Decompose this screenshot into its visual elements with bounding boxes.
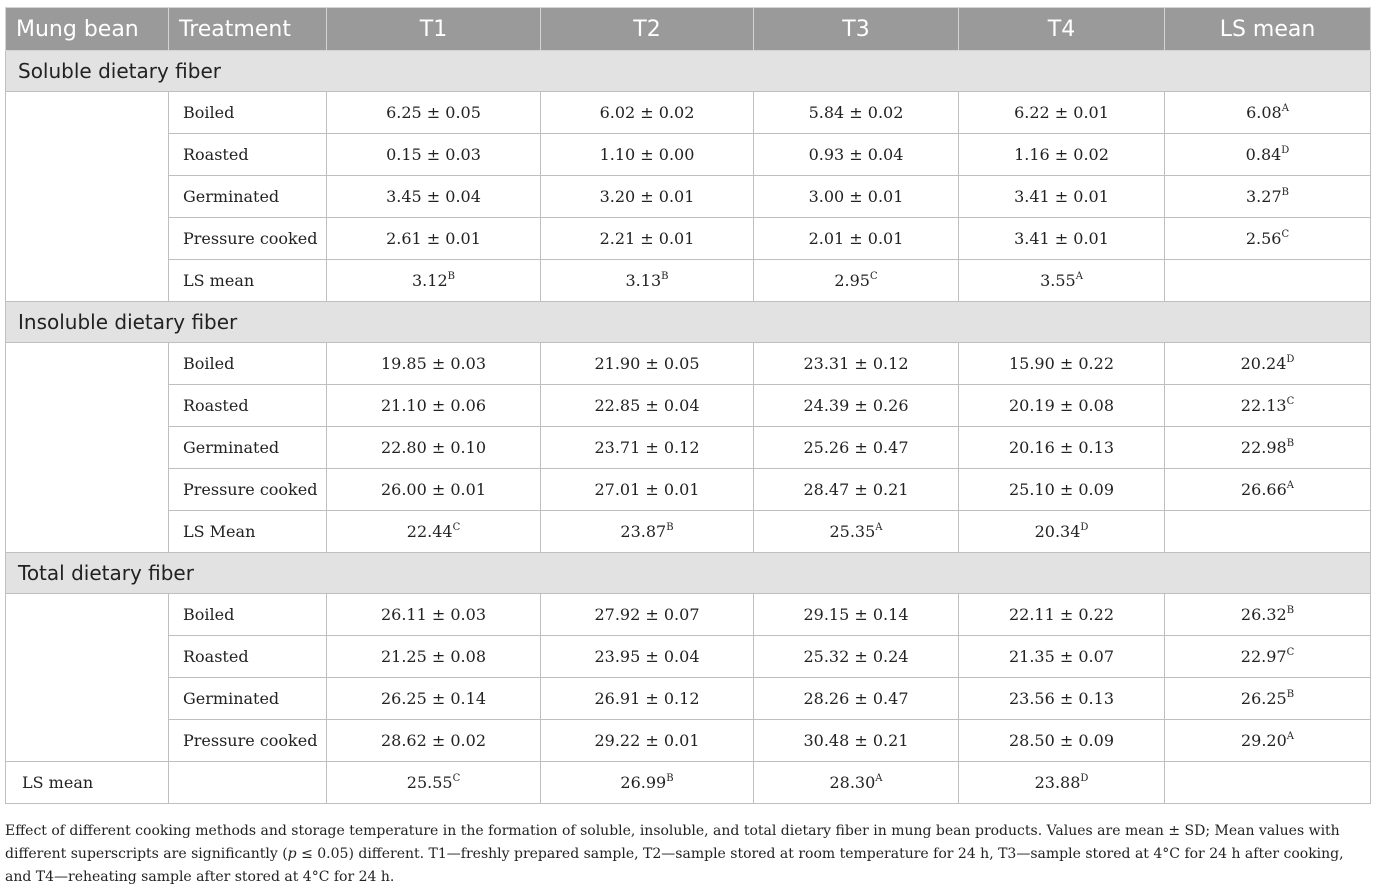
ls-mean-cell bbox=[1165, 636, 1371, 678]
t1-cell: 28.62 ± 0.02 bbox=[327, 720, 541, 762]
mean-value: 20.34 bbox=[1034, 522, 1081, 541]
t4-cell: 20.19 ± 0.08 bbox=[959, 385, 1165, 427]
table-row bbox=[6, 469, 1371, 511]
empty-cell bbox=[1165, 260, 1371, 302]
t2-cell: 26.91 ± 0.12 bbox=[541, 678, 754, 720]
treatment-cell: Germinated bbox=[169, 678, 327, 720]
t1-cell: 0.15 ± 0.03 bbox=[327, 134, 541, 176]
ls-value: 6.08 bbox=[1246, 103, 1282, 122]
t1-cell: 19.85 ± 0.03 bbox=[327, 343, 541, 385]
table-row bbox=[6, 427, 1371, 469]
mean-value: 26.99 bbox=[620, 773, 667, 792]
ls-superscript: B bbox=[1286, 605, 1295, 616]
mean-superscript: B bbox=[666, 773, 674, 784]
section-title: Insoluble dietary fiber bbox=[6, 302, 1371, 343]
mean-superscript: D bbox=[1080, 522, 1089, 533]
dietary-fiber-table-container bbox=[5, 7, 1370, 804]
t3-mean-cell bbox=[754, 260, 959, 302]
ls-value: 22.98 bbox=[1240, 438, 1287, 457]
t1-cell: 26.11 ± 0.03 bbox=[327, 594, 541, 636]
t4-cell: 15.90 ± 0.22 bbox=[959, 343, 1165, 385]
ls-mean-cell bbox=[1165, 343, 1371, 385]
t4-cell: 6.22 ± 0.01 bbox=[959, 92, 1165, 134]
dietary-fiber-table bbox=[5, 7, 1371, 804]
ls-value: 26.25 bbox=[1240, 689, 1287, 708]
t3-cell: 24.39 ± 0.26 bbox=[754, 385, 959, 427]
ls-value: 29.20 bbox=[1240, 731, 1287, 750]
caption-part2: ≤ 0.05) different. T1—freshly prepared sample, T2—sample stored at room temperature for 24 h, T3—sample stored at 4°C for 24 h after cooking, and T4—reheating sample after stored at 4°C for 24 h. bbox=[5, 846, 1344, 885]
ls-mean-cell bbox=[1165, 92, 1371, 134]
table-row bbox=[6, 134, 1371, 176]
table-row bbox=[6, 678, 1371, 720]
section-row-total bbox=[6, 553, 1371, 594]
table-caption bbox=[5, 820, 1370, 889]
t1-cell: 21.25 ± 0.08 bbox=[327, 636, 541, 678]
t1-cell: 2.61 ± 0.01 bbox=[327, 218, 541, 260]
t3-cell: 0.93 ± 0.04 bbox=[754, 134, 959, 176]
t2-mean-cell bbox=[541, 762, 754, 804]
table-row bbox=[6, 92, 1371, 134]
t2-cell: 2.21 ± 0.01 bbox=[541, 218, 754, 260]
header-t2: T2 bbox=[541, 8, 754, 51]
treatment-cell: Roasted bbox=[169, 636, 327, 678]
treatment-cell: Roasted bbox=[169, 385, 327, 427]
treatment-cell: Roasted bbox=[169, 134, 327, 176]
t1-mean-cell bbox=[327, 260, 541, 302]
treatment-cell: Boiled bbox=[169, 343, 327, 385]
ls-mean-cell bbox=[1165, 678, 1371, 720]
mean-superscript: D bbox=[1080, 773, 1089, 784]
ls-superscript: A bbox=[1286, 731, 1295, 742]
t1-cell: 26.00 ± 0.01 bbox=[327, 469, 541, 511]
section-title: Total dietary fiber bbox=[6, 553, 1371, 594]
ls-mean-cell bbox=[1165, 385, 1371, 427]
mean-superscript: C bbox=[869, 271, 878, 282]
caption-p-variable: p bbox=[287, 846, 297, 862]
ls-mean-cell bbox=[1165, 176, 1371, 218]
t2-cell: 1.10 ± 0.00 bbox=[541, 134, 754, 176]
ls-mean-row bbox=[6, 511, 1371, 553]
table-row bbox=[6, 636, 1371, 678]
treatment-cell: Germinated bbox=[169, 176, 327, 218]
t4-cell: 21.35 ± 0.07 bbox=[959, 636, 1165, 678]
ls-superscript: A bbox=[1281, 103, 1289, 114]
mean-superscript: C bbox=[452, 773, 461, 784]
empty-cell bbox=[6, 92, 169, 302]
t1-mean-cell bbox=[327, 511, 541, 553]
t2-cell: 22.85 ± 0.04 bbox=[541, 385, 754, 427]
mean-value: 2.95 bbox=[834, 271, 870, 290]
t3-cell: 23.31 ± 0.12 bbox=[754, 343, 959, 385]
header-treatment: Treatment bbox=[169, 8, 327, 51]
ls-value: 26.66 bbox=[1240, 480, 1287, 499]
t2-cell: 3.20 ± 0.01 bbox=[541, 176, 754, 218]
empty-cell bbox=[169, 762, 327, 804]
t3-cell: 25.32 ± 0.24 bbox=[754, 636, 959, 678]
t2-cell: 27.01 ± 0.01 bbox=[541, 469, 754, 511]
header-mung-bean: Mung bean bbox=[6, 8, 169, 51]
ls-superscript: C bbox=[1286, 647, 1295, 658]
ls-mean-cell bbox=[1165, 218, 1371, 260]
t3-cell: 3.00 ± 0.01 bbox=[754, 176, 959, 218]
t3-cell: 2.01 ± 0.01 bbox=[754, 218, 959, 260]
t4-mean-cell bbox=[959, 260, 1165, 302]
t3-cell: 30.48 ± 0.21 bbox=[754, 720, 959, 762]
section-title: Soluble dietary fiber bbox=[6, 51, 1371, 92]
t1-cell: 21.10 ± 0.06 bbox=[327, 385, 541, 427]
ls-value: 3.27 bbox=[1246, 187, 1282, 206]
table-row bbox=[6, 594, 1371, 636]
ls-superscript: D bbox=[1281, 145, 1290, 156]
mean-value: 28.30 bbox=[829, 773, 876, 792]
t1-cell: 26.25 ± 0.14 bbox=[327, 678, 541, 720]
t2-cell: 23.95 ± 0.04 bbox=[541, 636, 754, 678]
mean-superscript: A bbox=[875, 522, 883, 533]
mean-value: 3.55 bbox=[1040, 271, 1076, 290]
mean-value: 25.35 bbox=[829, 522, 876, 541]
mean-value: 3.13 bbox=[625, 271, 662, 290]
t4-mean-cell bbox=[959, 762, 1165, 804]
t2-cell: 6.02 ± 0.02 bbox=[541, 92, 754, 134]
t4-cell: 3.41 ± 0.01 bbox=[959, 176, 1165, 218]
ls-mean-label: LS mean bbox=[169, 260, 327, 302]
ls-superscript: C bbox=[1286, 396, 1295, 407]
t4-cell: 3.41 ± 0.01 bbox=[959, 218, 1165, 260]
table-row bbox=[6, 218, 1371, 260]
t1-cell: 3.45 ± 0.04 bbox=[327, 176, 541, 218]
t2-cell: 21.90 ± 0.05 bbox=[541, 343, 754, 385]
empty-cell bbox=[1165, 762, 1371, 804]
header-t1: T1 bbox=[327, 8, 541, 51]
mean-superscript: A bbox=[1075, 271, 1083, 282]
table-row bbox=[6, 720, 1371, 762]
ls-value: 0.84 bbox=[1245, 145, 1282, 164]
t3-mean-cell bbox=[754, 762, 959, 804]
ls-mean-label: LS Mean bbox=[169, 511, 327, 553]
treatment-cell: Pressure cooked bbox=[169, 218, 327, 260]
ls-superscript: D bbox=[1286, 354, 1295, 365]
ls-superscript: B bbox=[1286, 689, 1295, 700]
t3-cell: 28.47 ± 0.21 bbox=[754, 469, 959, 511]
mean-value: 22.44 bbox=[406, 522, 453, 541]
t2-cell: 27.92 ± 0.07 bbox=[541, 594, 754, 636]
header-row bbox=[6, 8, 1371, 51]
treatment-cell: Pressure cooked bbox=[169, 469, 327, 511]
mean-value: 23.87 bbox=[620, 522, 667, 541]
t1-cell: 6.25 ± 0.05 bbox=[327, 92, 541, 134]
ls-value: 22.97 bbox=[1240, 647, 1287, 666]
mean-superscript: A bbox=[875, 773, 883, 784]
ls-value: 26.32 bbox=[1240, 605, 1287, 624]
ls-mean-cell bbox=[1165, 720, 1371, 762]
caption-part1: Effect of different cooking methods and storage temperature in the formation of soluble, insoluble, and total dietary fiber in mung bean products. Values are mean ± SD; Mean values with different superscripts are significantly ( bbox=[5, 823, 1340, 862]
t3-cell: 28.26 ± 0.47 bbox=[754, 678, 959, 720]
t3-mean-cell bbox=[754, 511, 959, 553]
t2-cell: 23.71 ± 0.12 bbox=[541, 427, 754, 469]
mean-value: 23.88 bbox=[1034, 773, 1081, 792]
empty-cell bbox=[1165, 511, 1371, 553]
empty-cell bbox=[6, 343, 169, 553]
empty-cell bbox=[6, 594, 169, 762]
t3-cell: 29.15 ± 0.14 bbox=[754, 594, 959, 636]
t4-cell: 20.16 ± 0.13 bbox=[959, 427, 1165, 469]
table-row bbox=[6, 343, 1371, 385]
section-row-insoluble bbox=[6, 302, 1371, 343]
ls-value: 2.56 bbox=[1245, 229, 1282, 248]
ls-mean-cell bbox=[1165, 594, 1371, 636]
ls-mean-cell bbox=[1165, 469, 1371, 511]
ls-superscript: B bbox=[1286, 438, 1295, 449]
ls-mean-cell bbox=[1165, 134, 1371, 176]
mean-value: 25.55 bbox=[406, 773, 453, 792]
table-row bbox=[6, 176, 1371, 218]
t4-cell: 1.16 ± 0.02 bbox=[959, 134, 1165, 176]
t2-cell: 29.22 ± 0.01 bbox=[541, 720, 754, 762]
table-row bbox=[6, 385, 1371, 427]
mean-superscript: B bbox=[666, 522, 674, 533]
ls-value: 22.13 bbox=[1240, 396, 1287, 415]
t2-mean-cell bbox=[541, 511, 754, 553]
ls-mean-row bbox=[6, 762, 1371, 804]
header-t4: T4 bbox=[959, 8, 1165, 51]
treatment-cell: Boiled bbox=[169, 594, 327, 636]
ls-superscript: B bbox=[1281, 187, 1289, 198]
ls-mean-cell bbox=[1165, 427, 1371, 469]
t1-mean-cell bbox=[327, 762, 541, 804]
t3-cell: 5.84 ± 0.02 bbox=[754, 92, 959, 134]
treatment-cell: Germinated bbox=[169, 427, 327, 469]
header-t3: T3 bbox=[754, 8, 959, 51]
t4-cell: 23.56 ± 0.13 bbox=[959, 678, 1165, 720]
t4-cell: 22.11 ± 0.22 bbox=[959, 594, 1165, 636]
t4-mean-cell bbox=[959, 511, 1165, 553]
treatment-cell: Boiled bbox=[169, 92, 327, 134]
ls-superscript: C bbox=[1281, 229, 1290, 240]
section-row-soluble bbox=[6, 51, 1371, 92]
mean-superscript: B bbox=[447, 271, 455, 282]
header-ls-mean: LS mean bbox=[1165, 8, 1371, 51]
ls-superscript: A bbox=[1286, 480, 1295, 491]
t4-cell: 28.50 ± 0.09 bbox=[959, 720, 1165, 762]
t3-cell: 25.26 ± 0.47 bbox=[754, 427, 959, 469]
treatment-cell: Pressure cooked bbox=[169, 720, 327, 762]
ls-value: 20.24 bbox=[1240, 354, 1287, 373]
t2-mean-cell bbox=[541, 260, 754, 302]
mean-superscript: C bbox=[452, 522, 461, 533]
t1-cell: 22.80 ± 0.10 bbox=[327, 427, 541, 469]
mean-superscript: B bbox=[661, 271, 669, 282]
mean-value: 3.12 bbox=[412, 271, 448, 290]
ls-mean-row bbox=[6, 260, 1371, 302]
ls-mean-label: LS mean bbox=[6, 762, 169, 804]
t4-cell: 25.10 ± 0.09 bbox=[959, 469, 1165, 511]
